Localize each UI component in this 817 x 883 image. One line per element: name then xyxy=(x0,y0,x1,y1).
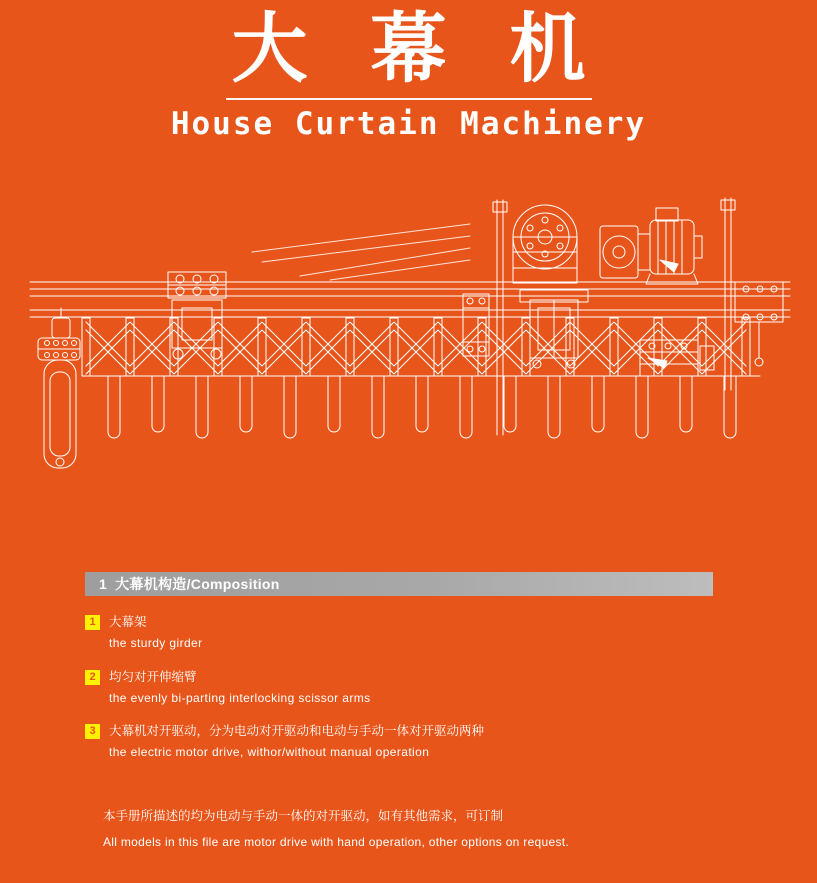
item-text-1 xyxy=(109,614,203,652)
item-label-cn: 大幕架 xyxy=(109,615,147,629)
item-badge-1: 1 xyxy=(85,615,100,630)
item-label-cn: 均匀对开伸缩臂 xyxy=(109,669,197,684)
page-title-en: House Curtain Machinery xyxy=(170,106,647,142)
composition-list xyxy=(85,614,745,761)
item-badge-3: 3 xyxy=(85,724,100,739)
top-rails xyxy=(30,282,790,317)
carriage-right xyxy=(640,340,714,376)
page-header xyxy=(0,0,817,142)
composition-section xyxy=(85,572,713,596)
machinery-illustration xyxy=(0,190,817,530)
title-divider xyxy=(226,98,592,100)
perspective-guides xyxy=(252,224,470,280)
item-label-en: the evenly bi-parting interlocking scissor arms xyxy=(109,690,371,705)
footer-note xyxy=(103,807,743,852)
item-label-en: the sturdy girder xyxy=(109,635,203,650)
item-label-en: the electric motor drive, withor/without manual operation xyxy=(109,745,430,760)
list-item xyxy=(85,723,745,761)
section-header-bar xyxy=(85,572,713,596)
item-text-3 xyxy=(109,723,484,761)
list-item xyxy=(85,614,745,652)
item-text-2 xyxy=(109,669,371,707)
section-number: 1 xyxy=(99,576,108,592)
curtain-hooks xyxy=(108,376,736,438)
manual-control-box xyxy=(38,308,80,468)
footer-note-en: All models in this file are motor drive with hand operation, other options on request. xyxy=(103,834,570,849)
carriage-mid xyxy=(463,290,588,368)
list-item xyxy=(85,669,745,707)
motor-assembly xyxy=(600,208,702,284)
item-badge-2: 2 xyxy=(85,670,100,685)
footer-note-cn: 本手册所描述的均为电动与手动一体的对开驱动，如有其他需求，可订制 xyxy=(103,809,504,824)
item-label-cn: 大幕机对开驱动，分为电动对开驱动和电动与手动一体对开驱动两种 xyxy=(109,724,485,739)
section-heading: 大幕机构造/Composition xyxy=(115,576,280,592)
page-title-cn: 大 幕 机 xyxy=(231,8,608,92)
winch-drum xyxy=(513,205,577,283)
carriage-left xyxy=(168,272,226,359)
